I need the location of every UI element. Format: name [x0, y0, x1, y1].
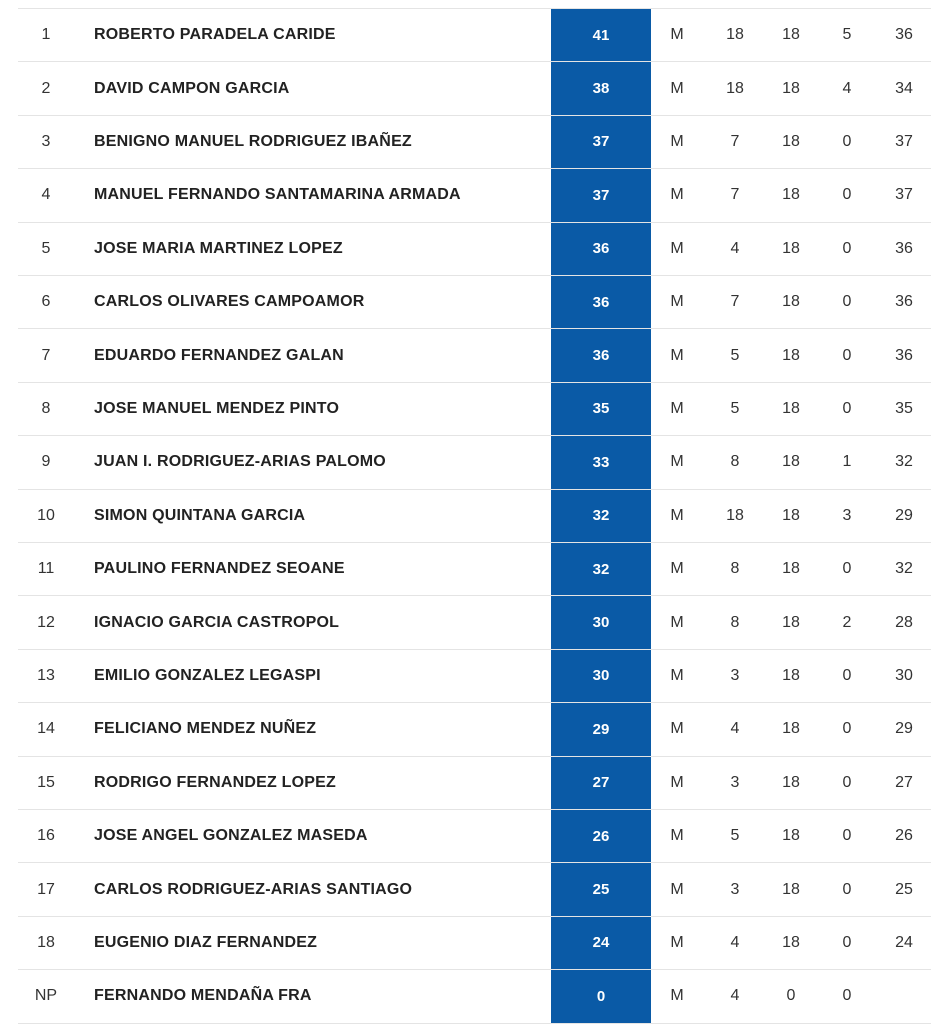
- stat-col-4-cell: 24: [895, 933, 913, 951]
- table-row[interactable]: [18, 970, 931, 1023]
- stat-col-3-cell: 0: [842, 773, 852, 791]
- table-row[interactable]: [18, 543, 931, 596]
- stat-col-2-cell: 18: [782, 827, 800, 845]
- stat-col-1-cell: 7: [730, 132, 740, 150]
- points-cell: 41: [551, 9, 651, 61]
- stat-col-2-cell: 18: [782, 613, 800, 631]
- points-cell: 36: [551, 329, 651, 381]
- table-row[interactable]: [18, 650, 931, 703]
- category-cell: M: [670, 399, 684, 417]
- stat-col-3-cell: 2: [842, 613, 852, 631]
- category-cell: M: [670, 132, 684, 150]
- player-name-cell: FELICIANO MENDEZ NUÑEZ: [94, 720, 317, 738]
- stat-col-4-cell: 26: [895, 827, 913, 845]
- stat-col-4-cell: 29: [895, 506, 913, 524]
- stat-col-3-cell: 0: [842, 933, 852, 951]
- points-cell: 33: [551, 436, 651, 488]
- points-cell: 32: [551, 490, 651, 542]
- table-row[interactable]: [18, 596, 931, 649]
- category-cell: M: [670, 933, 684, 951]
- table-row[interactable]: [18, 62, 931, 115]
- table-row[interactable]: [18, 490, 931, 543]
- player-name-cell: FERNANDO MENDAÑA FRA: [94, 987, 312, 1005]
- stat-col-4-cell: 34: [895, 79, 913, 97]
- points-cell: 30: [551, 596, 651, 648]
- position-cell: 13: [37, 666, 55, 684]
- stat-col-2-cell: 18: [782, 773, 800, 791]
- points-cell: 36: [551, 276, 651, 328]
- stat-col-3-cell: 0: [842, 880, 852, 898]
- stat-col-4-cell: 25: [895, 880, 913, 898]
- points-cell: 38: [551, 62, 651, 114]
- player-name-cell: DAVID CAMPON GARCIA: [94, 79, 290, 97]
- position-cell: 4: [41, 186, 51, 204]
- position-cell: 5: [41, 239, 51, 257]
- position-cell: 6: [41, 293, 51, 311]
- category-cell: M: [670, 453, 684, 471]
- stat-col-1-cell: 3: [730, 666, 740, 684]
- position-cell: 10: [37, 506, 55, 524]
- player-name-cell: CARLOS OLIVARES CAMPOAMOR: [94, 293, 365, 311]
- stat-col-1-cell: 5: [730, 827, 740, 845]
- position-cell: NP: [34, 987, 58, 1005]
- stat-col-1-cell: 18: [726, 79, 744, 97]
- stat-col-2-cell: 18: [782, 453, 800, 471]
- points-cell: 25: [551, 863, 651, 915]
- category-cell: M: [670, 720, 684, 738]
- stat-col-4-cell: 36: [895, 26, 913, 44]
- table-row[interactable]: [18, 917, 931, 970]
- points-cell: 36: [551, 223, 651, 275]
- position-cell: 15: [37, 773, 55, 791]
- table-row[interactable]: [18, 329, 931, 382]
- stat-col-3-cell: 0: [842, 987, 852, 1005]
- points-cell: 29: [551, 703, 651, 755]
- player-name-cell: IGNACIO GARCIA CASTROPOL: [94, 613, 340, 631]
- position-cell: 2: [41, 79, 51, 97]
- category-cell: M: [670, 560, 684, 578]
- position-cell: 11: [37, 560, 55, 578]
- category-cell: M: [670, 987, 684, 1005]
- stat-col-4-cell: 35: [895, 399, 913, 417]
- stat-col-1-cell: 8: [730, 453, 740, 471]
- stat-col-3-cell: 0: [842, 132, 852, 150]
- position-cell: 1: [41, 26, 51, 44]
- stat-col-4-cell: 29: [895, 720, 913, 738]
- table-row[interactable]: [18, 757, 931, 810]
- stat-col-4-cell: 30: [895, 666, 913, 684]
- table-row[interactable]: [18, 276, 931, 329]
- points-cell: 24: [551, 917, 651, 969]
- stat-col-2-cell: 18: [782, 506, 800, 524]
- stat-col-2-cell: 18: [782, 880, 800, 898]
- position-cell: 8: [41, 399, 51, 417]
- stat-col-2-cell: 18: [782, 132, 800, 150]
- stat-col-1-cell: 4: [730, 239, 740, 257]
- stat-col-1-cell: 3: [730, 773, 740, 791]
- stat-col-1-cell: 7: [730, 293, 740, 311]
- player-name-cell: EDUARDO FERNANDEZ GALAN: [94, 346, 344, 364]
- category-cell: M: [670, 666, 684, 684]
- points-cell: 32: [551, 543, 651, 595]
- table-row[interactable]: [18, 116, 931, 169]
- stat-col-3-cell: 0: [842, 239, 852, 257]
- category-cell: M: [670, 773, 684, 791]
- stat-col-1-cell: 18: [726, 506, 744, 524]
- stat-col-1-cell: 5: [730, 399, 740, 417]
- stat-col-4-cell: [884, 970, 924, 1022]
- player-name-cell: BENIGNO MANUEL RODRIGUEZ IBAÑEZ: [94, 132, 412, 150]
- position-cell: 17: [37, 880, 55, 898]
- player-name-cell: EUGENIO DIAZ FERNANDEZ: [94, 933, 318, 951]
- player-name-cell: ROBERTO PARADELA CARIDE: [94, 26, 336, 44]
- stat-col-1-cell: 8: [730, 613, 740, 631]
- points-cell: 0: [551, 970, 651, 1022]
- player-name-cell: EMILIO GONZALEZ LEGASPI: [94, 666, 321, 684]
- stat-col-2-cell: 18: [782, 666, 800, 684]
- stat-col-2-cell: 18: [782, 293, 800, 311]
- position-cell: 3: [41, 132, 51, 150]
- stat-col-2-cell: 18: [782, 79, 800, 97]
- position-cell: 14: [37, 720, 55, 738]
- player-name-cell: MANUEL FERNANDO SANTAMARINA ARMADA: [94, 186, 461, 204]
- stat-col-3-cell: 3: [842, 506, 852, 524]
- table-row[interactable]: [18, 863, 931, 916]
- stat-col-4-cell: 28: [895, 613, 913, 631]
- category-cell: M: [670, 26, 684, 44]
- stat-col-1-cell: 4: [730, 987, 740, 1005]
- player-name-cell: JOSE ANGEL GONZALEZ MASEDA: [94, 827, 368, 845]
- stat-col-4-cell: 36: [895, 239, 913, 257]
- stat-col-3-cell: 0: [842, 346, 852, 364]
- player-name-cell: RODRIGO FERNANDEZ LOPEZ: [94, 773, 336, 791]
- position-cell: 7: [41, 346, 51, 364]
- category-cell: M: [670, 346, 684, 364]
- stat-col-1-cell: 18: [726, 26, 744, 44]
- stat-col-1-cell: 3: [730, 880, 740, 898]
- player-name-cell: SIMON QUINTANA GARCIA: [94, 506, 306, 524]
- points-cell: 35: [551, 383, 651, 435]
- stat-col-4-cell: 37: [895, 132, 913, 150]
- points-cell: 37: [551, 116, 651, 168]
- player-name-cell: JUAN I. RODRIGUEZ-ARIAS PALOMO: [94, 453, 386, 471]
- category-cell: M: [670, 613, 684, 631]
- player-name-cell: PAULINO FERNANDEZ SEOANE: [94, 560, 345, 578]
- points-cell: 30: [551, 650, 651, 702]
- stat-col-4-cell: 27: [895, 773, 913, 791]
- stat-col-3-cell: 0: [842, 293, 852, 311]
- stat-col-2-cell: 18: [782, 720, 800, 738]
- table-row[interactable]: [18, 703, 931, 756]
- position-cell: 18: [37, 933, 55, 951]
- category-cell: M: [670, 827, 684, 845]
- category-cell: M: [670, 880, 684, 898]
- points-cell: 37: [551, 169, 651, 221]
- category-cell: M: [670, 186, 684, 204]
- stat-col-1-cell: 8: [730, 560, 740, 578]
- table-row[interactable]: [18, 223, 931, 276]
- table-row[interactable]: [18, 810, 931, 863]
- position-cell: 12: [37, 613, 55, 631]
- player-name-cell: CARLOS RODRIGUEZ-ARIAS SANTIAGO: [94, 880, 413, 898]
- stat-col-2-cell: 18: [782, 346, 800, 364]
- stat-col-3-cell: 1: [842, 453, 852, 471]
- stat-col-4-cell: 32: [895, 560, 913, 578]
- stat-col-3-cell: 0: [842, 827, 852, 845]
- stat-col-4-cell: 37: [895, 186, 913, 204]
- stat-col-4-cell: 32: [895, 453, 913, 471]
- stat-col-2-cell: 18: [782, 186, 800, 204]
- player-name-cell: JOSE MANUEL MENDEZ PINTO: [94, 399, 340, 417]
- points-cell: 27: [551, 757, 651, 809]
- table-row[interactable]: [18, 169, 931, 222]
- category-cell: M: [670, 293, 684, 311]
- position-cell: 16: [37, 827, 55, 845]
- stat-col-3-cell: 0: [842, 720, 852, 738]
- stat-col-3-cell: 0: [842, 186, 852, 204]
- stat-col-2-cell: 18: [782, 933, 800, 951]
- table-row[interactable]: [18, 9, 931, 62]
- position-cell: 9: [41, 453, 51, 471]
- stat-col-1-cell: 4: [730, 933, 740, 951]
- table-row[interactable]: [18, 383, 931, 436]
- stat-col-3-cell: 5: [842, 26, 852, 44]
- table-row[interactable]: [18, 436, 931, 489]
- stat-col-2-cell: 18: [782, 399, 800, 417]
- stat-col-3-cell: 0: [842, 560, 852, 578]
- stat-col-2-cell: 18: [782, 239, 800, 257]
- stat-col-4-cell: 36: [895, 293, 913, 311]
- stat-col-2-cell: 18: [782, 560, 800, 578]
- stat-col-3-cell: 4: [842, 79, 852, 97]
- stat-col-3-cell: 0: [842, 666, 852, 684]
- player-name-cell: JOSE MARIA MARTINEZ LOPEZ: [94, 239, 343, 257]
- category-cell: M: [670, 239, 684, 257]
- stat-col-1-cell: 5: [730, 346, 740, 364]
- category-cell: M: [670, 506, 684, 524]
- points-cell: 26: [551, 810, 651, 862]
- stat-col-1-cell: 7: [730, 186, 740, 204]
- stat-col-2-cell: 0: [786, 987, 796, 1005]
- stat-col-1-cell: 4: [730, 720, 740, 738]
- stat-col-2-cell: 18: [782, 26, 800, 44]
- stat-col-4-cell: 36: [895, 346, 913, 364]
- category-cell: M: [670, 79, 684, 97]
- stat-col-3-cell: 0: [842, 399, 852, 417]
